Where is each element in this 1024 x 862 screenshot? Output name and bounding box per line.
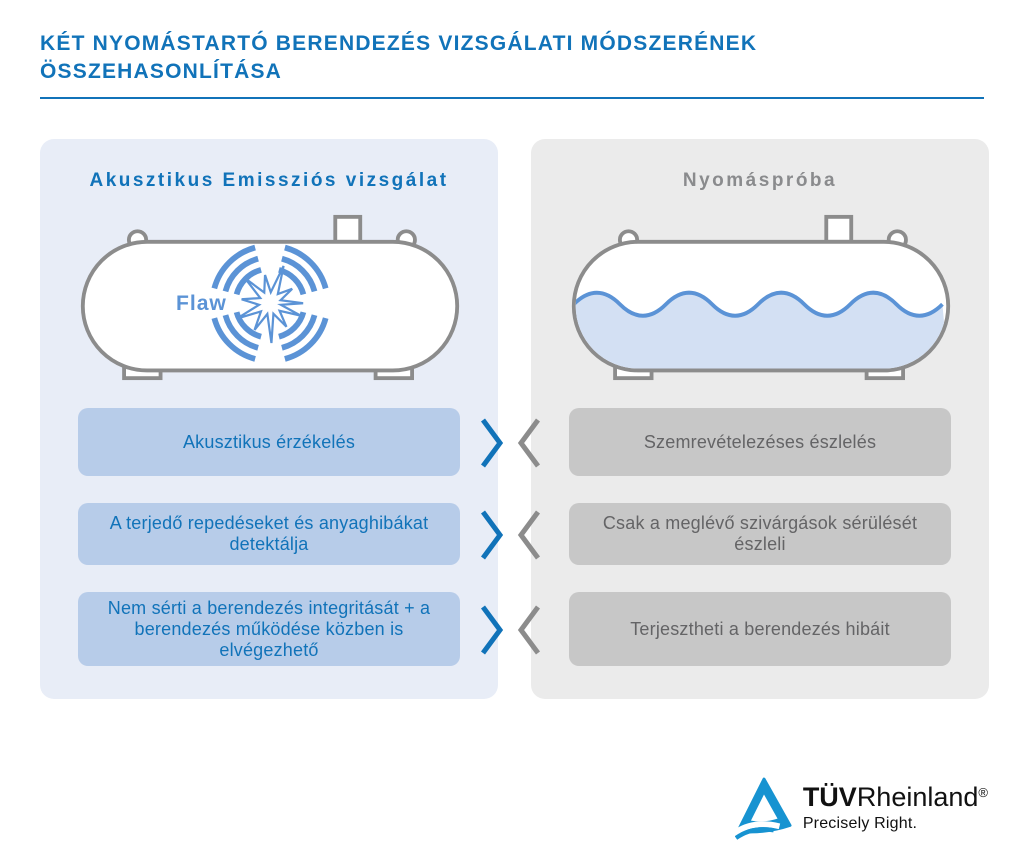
gray-left-chevron-icon: [516, 508, 542, 562]
acoustic-panel-title: Akusztikus Emissziós vizsgálat: [89, 170, 449, 192]
brand-wordmark: [803, 783, 988, 813]
brand-tuv: TÜV: [802, 781, 857, 812]
acoustic-feature-box: Nem sérti a berendezés integritását + a berendezés működése közben is elvégezhető: [78, 592, 460, 666]
pressure-feature-box: Terjesztheti a berendezés hibáit: [569, 592, 951, 666]
acoustic-feature-box: Akusztikus érzékelés: [78, 408, 460, 476]
brand-tagline: Precisely Right.: [802, 815, 918, 833]
page-title: KÉT NYOMÁSTARTÓ BERENDEZÉS VIZSGÁLATI MÓDSZERÉNEK ÖSSZEHASONLÍTÁSA: [40, 32, 758, 83]
blue-right-chevron-icon: [479, 603, 505, 657]
pressure-test-panel: [531, 139, 989, 699]
acoustic-feature-box: A terjedő repedéseket és anyaghibákat detektálja: [78, 503, 460, 565]
blue-right-chevron-icon: [479, 416, 505, 470]
tuv-rheinland-logo: [735, 776, 988, 840]
acoustic-emission-panel: [40, 139, 498, 699]
comparison-chevrons: [479, 603, 542, 657]
pressure-rows: [569, 408, 951, 666]
pressure-feature-box: Csak a meglévő szivárgások sérülését észleli: [569, 503, 951, 565]
comparison-chevrons: [479, 416, 542, 470]
gray-left-chevron-icon: [516, 416, 542, 470]
acoustic-tank-illustration-icon: [78, 211, 462, 384]
pressure-panel-title: Nyomáspróba: [682, 170, 838, 192]
registered-trademark-symbol: ®: [978, 784, 988, 800]
pressure-tank-illustration-icon: [569, 211, 953, 384]
brand-text: [803, 783, 988, 834]
blue-right-chevron-icon: [479, 508, 505, 562]
acoustic-rows: [78, 408, 460, 666]
title-divider: [40, 97, 984, 99]
flaw-label: Flaw: [176, 292, 227, 316]
pressure-feature-box: Szemrevételezéses észlelés: [569, 408, 951, 476]
gray-left-chevron-icon: [516, 603, 542, 657]
tuv-triangle-icon: [735, 776, 793, 840]
brand-rheinland: Rheinland: [856, 781, 979, 812]
comparison-chevrons: [479, 508, 542, 562]
